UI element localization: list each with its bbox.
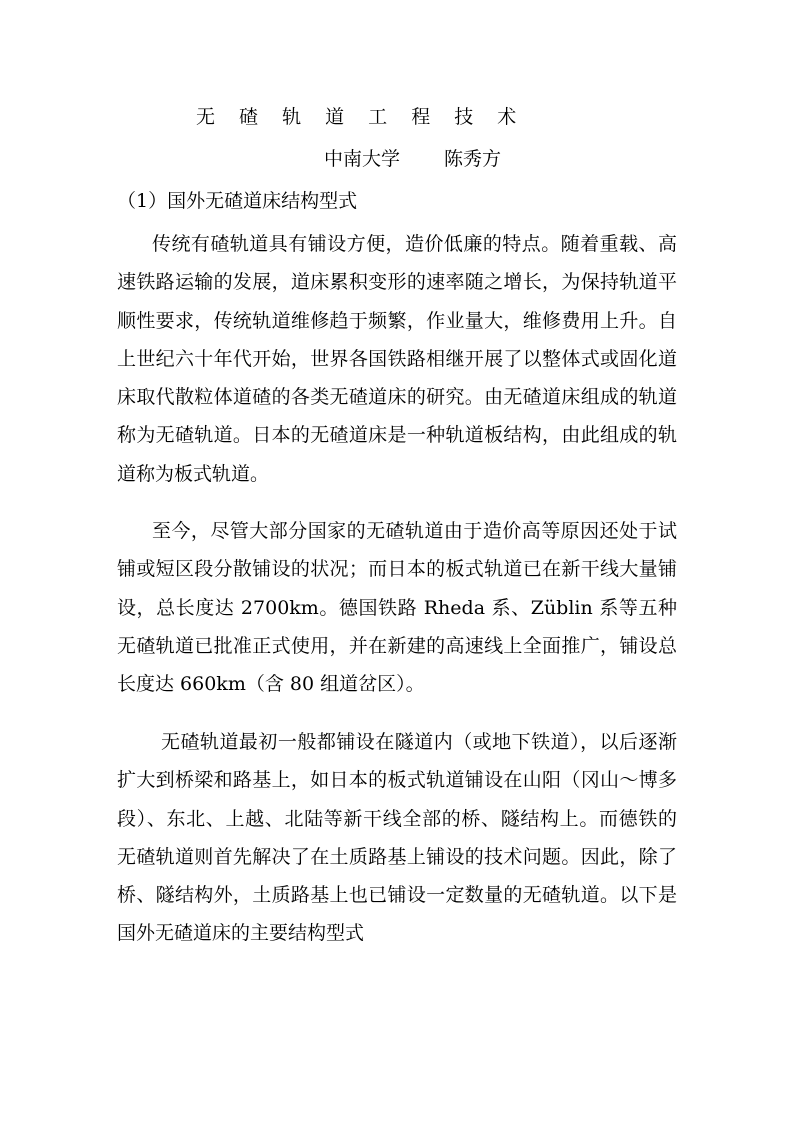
document-title: 无 碴 轨 道 工 程 技 术 bbox=[196, 106, 526, 128]
body-paragraph: 至今，尽管大部分国家的无碴轨道由于造价高等原因还处于试铺或短区段分散铺设的状况；而日本的板式轨道已在新干线大量铺设，总长度达 2700km。德国铁路 Rheda 系、Züblin 系等五种无碴轨道已批准正式使用，并在新建的高速线上全面推广，铺设总长度达 660km（含 80 组道岔区）。 bbox=[117, 520, 677, 696]
author-name: 陈秀方 bbox=[444, 148, 502, 170]
section-heading: （1）国外无碴道床结构型式 bbox=[117, 190, 358, 212]
body-paragraph: 传统有碴轨道具有铺设方便，造价低廉的特点。随着重载、高速铁路运输的发展，道床累积变形的速率随之增长，为保持轨道平顺性要求，传统轨道维修趋于频繁，作业量大，维修费用上升。自上世纪六十年代开始，世界各国铁路相继开展了以整体式或固化道床取代散粒体道碴的各类无碴道床的研究。由无碴道床组成的轨道称为无碴轨道。日本的无碴道床是一种轨道板结构，由此组成的轨道称为板式轨道。 bbox=[117, 233, 677, 485]
author-line bbox=[324, 146, 501, 172]
author-affiliation: 中南大学 bbox=[324, 148, 401, 170]
body-paragraph: 无碴轨道最初一般都铺设在隧道内（或地下铁道），以后逐渐扩大到桥梁和路基上，如日本的板式轨道铺设在山阳（冈山～博多段）、东北、上越、北陆等新干线全部的桥、隧结构上。而德铁的无碴轨道则首先解决了在土质路基上铺设的技术问题。因此，除了桥、隧结构外，土质路基上也已铺设一定数量的无碴轨道。以下是国外无碴道床的主要结构型式 bbox=[117, 731, 677, 945]
